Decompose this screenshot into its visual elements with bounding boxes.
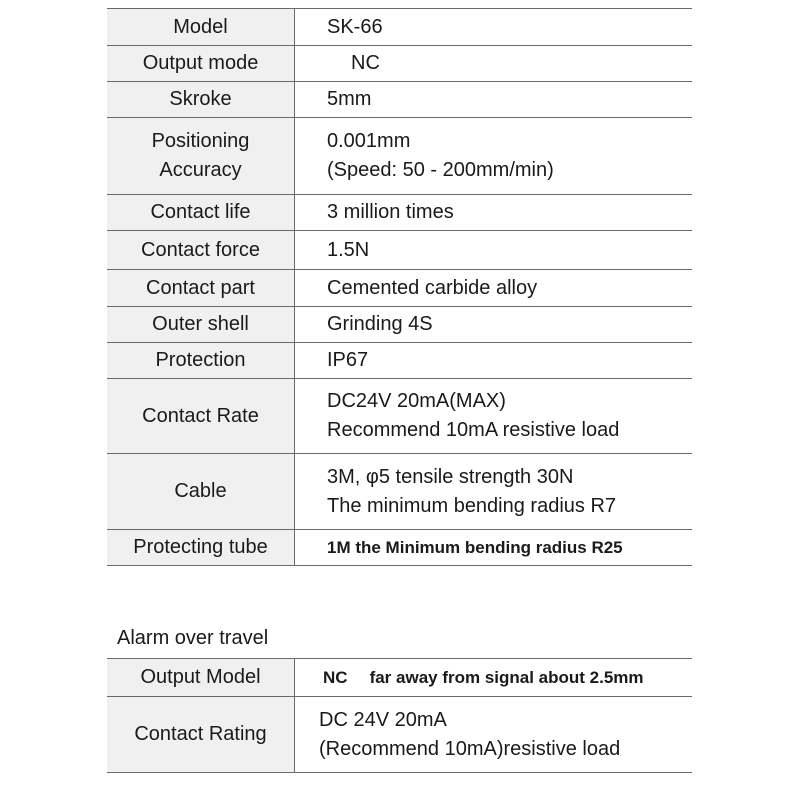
alarm-value xyxy=(295,659,693,697)
spec-label: Contact force xyxy=(107,231,295,270)
spec-value: DC24V 20mA(MAX) Recommend 10mA resistive load xyxy=(295,379,693,454)
alarm-label: Output Model xyxy=(107,659,295,697)
spec-value: SK-66 xyxy=(295,9,693,46)
spec-row-contact-force xyxy=(107,231,692,270)
alarm-section-title: Alarm over travel xyxy=(117,627,269,649)
spec-row-positioning-accuracy xyxy=(107,118,692,195)
alarm-row-output-model xyxy=(107,659,692,697)
alarm-value: DC 24V 20mA (Recommend 10mA)resistive load xyxy=(295,697,693,773)
spec-label: Output mode xyxy=(107,46,295,82)
spec-row-contact-rate xyxy=(107,379,692,454)
spec-value: NC xyxy=(295,46,693,82)
spec-value: 1.5N xyxy=(295,231,693,270)
spec-value: 3 million times xyxy=(295,195,693,231)
spec-value: IP67 xyxy=(295,343,693,379)
spec-label: Skroke xyxy=(107,82,295,118)
spec-row-contact-life xyxy=(107,195,692,231)
alarm-row-contact-rating xyxy=(107,697,692,773)
spec-label: Contact Rate xyxy=(107,379,295,454)
spec-label: Contact part xyxy=(107,270,295,307)
spec-value: 1M the Minimum bending radius R25 xyxy=(295,530,693,566)
spec-label: Protecting tube xyxy=(107,530,295,566)
spec-table xyxy=(107,8,692,566)
spec-row-cable xyxy=(107,454,692,530)
spec-row-contact-part xyxy=(107,270,692,307)
alarm-output-mode: NC xyxy=(323,668,348,687)
spec-label: Positioning Accuracy xyxy=(107,118,295,195)
spec-label: Cable xyxy=(107,454,295,530)
spec-row-protection xyxy=(107,343,692,379)
spec-value: 3M, φ5 tensile strength 30N The minimum bending radius R7 xyxy=(295,454,693,530)
spec-row-outer-shell xyxy=(107,307,692,343)
spec-label: Contact life xyxy=(107,195,295,231)
spec-value: Cemented carbide alloy xyxy=(295,270,693,307)
alarm-signal-distance: far away from signal about 2.5mm xyxy=(369,668,644,687)
spec-row-output-mode xyxy=(107,46,692,82)
alarm-label: Contact Rating xyxy=(107,697,295,773)
spec-row-protecting-tube xyxy=(107,530,692,566)
spec-value: 0.001mm (Speed: 50 - 200mm/min) xyxy=(295,118,693,195)
spec-row-stroke xyxy=(107,82,692,118)
spec-label: Model xyxy=(107,9,295,46)
spec-label: Protection xyxy=(107,343,295,379)
spec-value: 5mm xyxy=(295,82,693,118)
spec-value: Grinding 4S xyxy=(295,307,693,343)
spec-label: Outer shell xyxy=(107,307,295,343)
spec-row-model xyxy=(107,9,692,46)
alarm-table xyxy=(107,658,692,773)
